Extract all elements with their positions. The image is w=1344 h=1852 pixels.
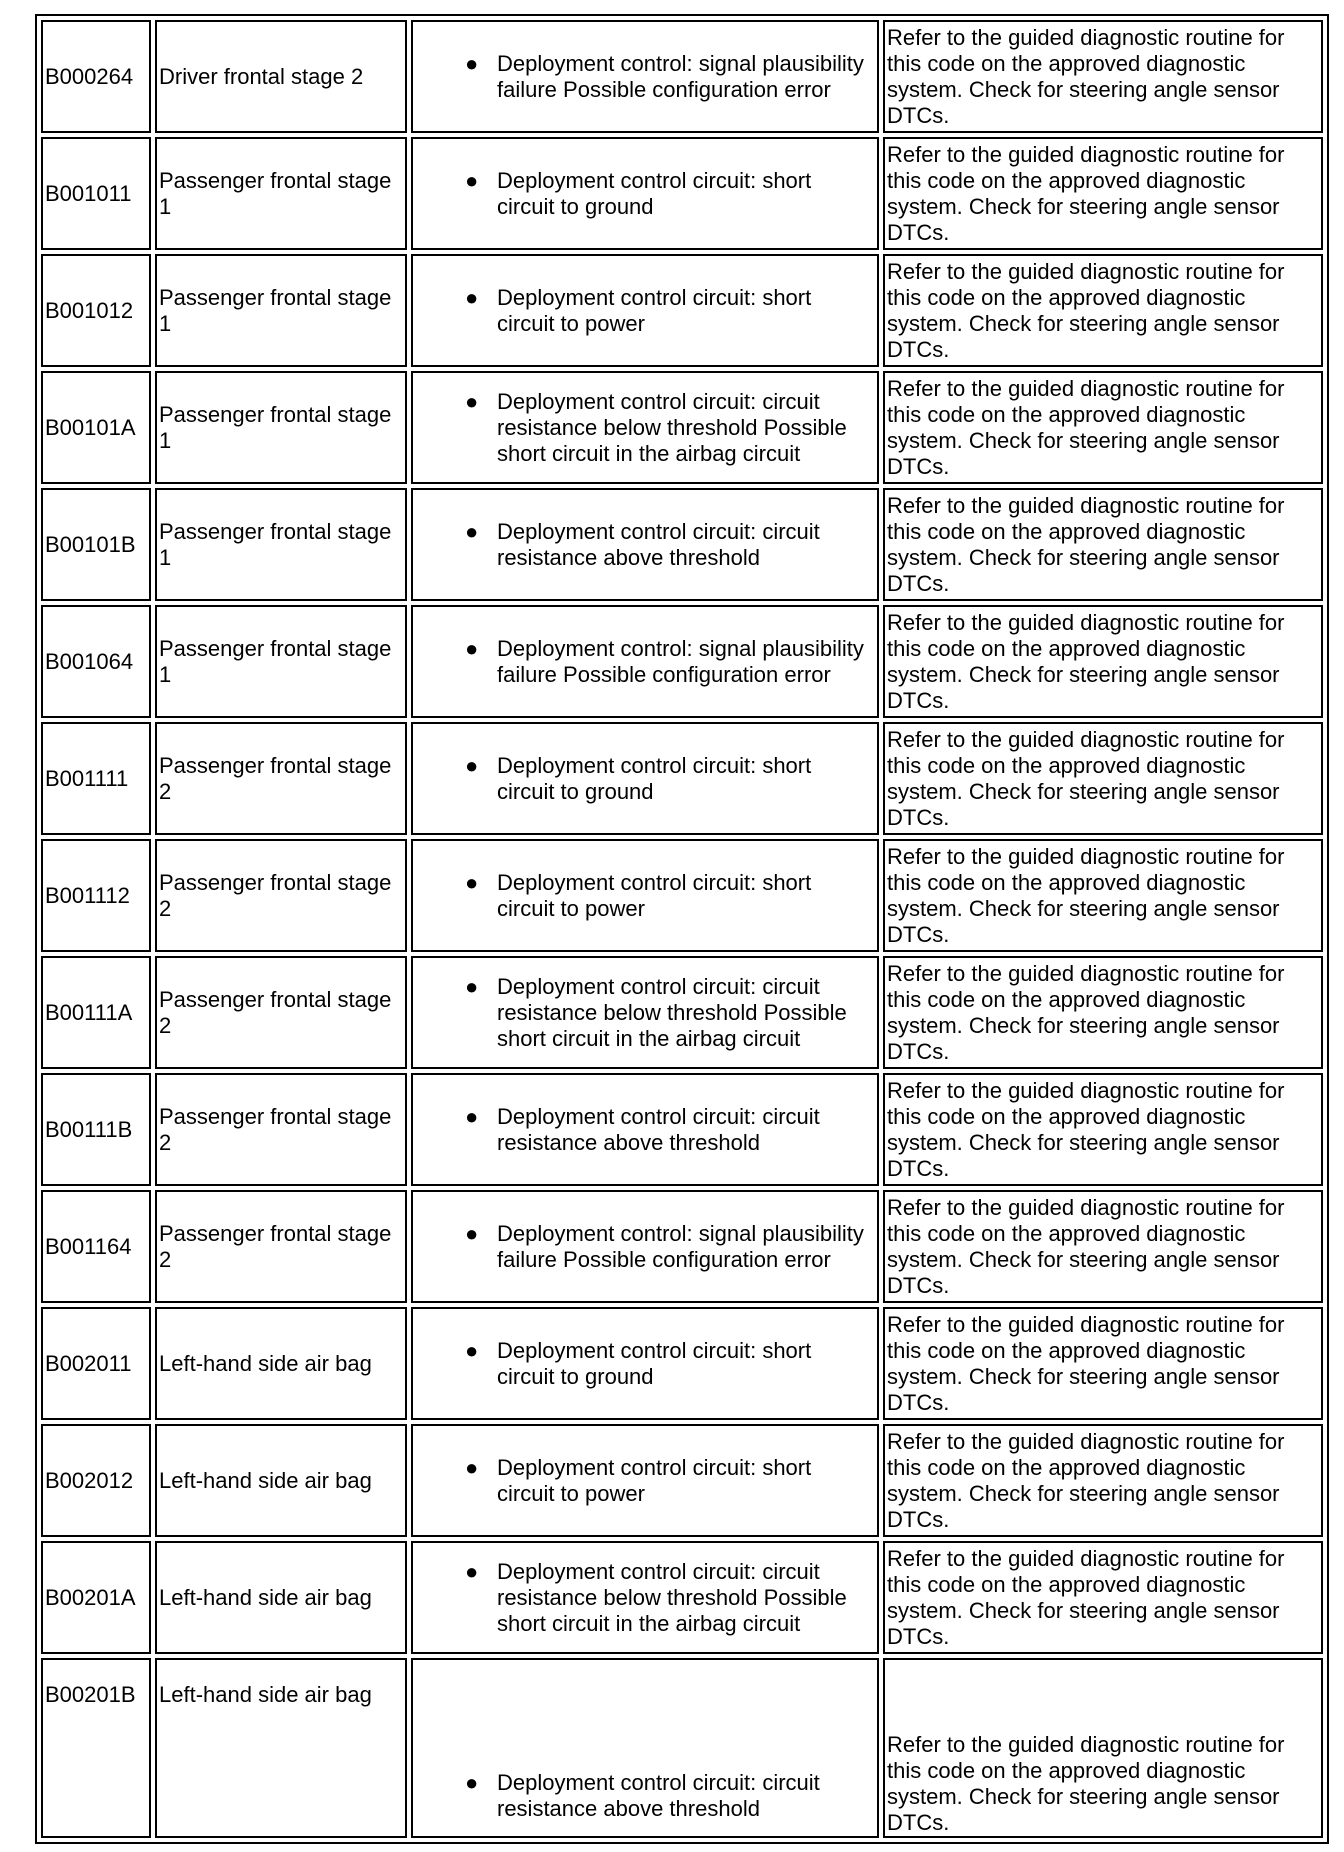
bullet-icon: ● [465,752,479,778]
dtc-table [35,14,1329,1844]
condition-item [465,1454,873,1507]
table-row [41,254,1323,367]
table-row [41,20,1323,133]
dtc-code: B00111B [41,1073,151,1186]
condition-text: Deployment control circuit: short circuit to ground [497,1337,812,1389]
dtc-condition-cell [411,137,879,250]
condition-item [465,973,873,1052]
bullet-icon: ● [465,1454,479,1480]
dtc-code: B001112 [41,839,151,952]
table-row [41,137,1323,250]
dtc-description: Driver frontal stage 2 [155,20,407,133]
table-row [41,1541,1323,1654]
condition-list [415,1338,873,1390]
condition-item [465,518,873,571]
condition-list [415,870,873,922]
condition-text: Deployment control circuit: short circuit to power [497,1454,812,1506]
condition-item [465,635,873,688]
dtc-description: Passenger frontal stage 1 [155,605,407,718]
dtc-action: Refer to the guided diagnostic routine for this code on the approved diagnostic system. Check for steering angle sensor DTCs. [883,1307,1323,1420]
dtc-condition-cell [411,1424,879,1537]
condition-list [415,1770,873,1822]
condition-list [415,1221,873,1273]
condition-item [465,1337,873,1390]
dtc-description: Passenger frontal stage 2 [155,956,407,1069]
dtc-condition-cell [411,20,879,133]
dtc-condition-cell [411,956,879,1069]
dtc-condition-cell [411,371,879,484]
condition-item [465,50,873,103]
condition-text: Deployment control circuit: circuit resistance above threshold [497,1103,820,1155]
table-row [41,1190,1323,1303]
table-row [41,956,1323,1069]
dtc-code: B00201A [41,1541,151,1654]
condition-list [415,636,873,688]
condition-text: Deployment control circuit: circuit resistance below threshold Possible short circuit in the airbag circuit [497,1558,847,1636]
dtc-description: Left-hand side air bag [155,1424,407,1537]
dtc-code: B001011 [41,137,151,250]
bullet-icon: ● [465,388,479,414]
dtc-condition-cell [411,839,879,952]
bullet-icon: ● [465,973,479,999]
dtc-condition-cell [411,1541,879,1654]
bullet-icon: ● [465,518,479,544]
dtc-action: Refer to the guided diagnostic routine for this code on the approved diagnostic system. Check for steering angle sensor DTCs. [883,254,1323,367]
dtc-action: Refer to the guided diagnostic routine for this code on the approved diagnostic system. Check for steering angle sensor DTCs. [883,956,1323,1069]
condition-text: Deployment control circuit: short circuit to ground [497,752,812,804]
dtc-action: Refer to the guided diagnostic routine for this code on the approved diagnostic system. Check for steering angle sensor DTCs. [883,839,1323,952]
table-row [41,722,1323,835]
dtc-action: Refer to the guided diagnostic routine for this code on the approved diagnostic system. Check for steering angle sensor DTCs. [883,1658,1323,1838]
dtc-description: Left-hand side air bag [155,1541,407,1654]
table-row [41,488,1323,601]
dtc-description: Passenger frontal stage 2 [155,1190,407,1303]
condition-item [465,1770,873,1822]
bullet-icon: ● [465,1220,479,1246]
dtc-code: B00201B [41,1658,151,1838]
bullet-icon: ● [465,1558,479,1584]
condition-list [415,285,873,337]
dtc-condition-cell [411,488,879,601]
dtc-code: B00111A [41,956,151,1069]
dtc-condition-cell [411,1307,879,1420]
dtc-condition-cell [411,605,879,718]
bullet-icon: ● [465,167,479,193]
condition-text: Deployment control circuit: short circuit to power [497,869,812,921]
dtc-action: Refer to the guided diagnostic routine for this code on the approved diagnostic system. Check for steering angle sensor DTCs. [883,20,1323,133]
dtc-code: B002011 [41,1307,151,1420]
condition-list [415,753,873,805]
dtc-action: Refer to the guided diagnostic routine for this code on the approved diagnostic system. Check for steering angle sensor DTCs. [883,137,1323,250]
dtc-action: Refer to the guided diagnostic routine for this code on the approved diagnostic system. Check for steering angle sensor DTCs. [883,1190,1323,1303]
dtc-code: B001111 [41,722,151,835]
condition-item [465,1558,873,1637]
condition-list [415,51,873,103]
bullet-icon: ● [465,869,479,895]
dtc-description: Passenger frontal stage 1 [155,371,407,484]
condition-item [465,1220,873,1273]
table-row [41,371,1323,484]
condition-list [415,974,873,1052]
condition-text: Deployment control circuit: circuit resistance above threshold [497,1770,820,1821]
condition-text: Deployment control: signal plausibility failure Possible configuration error [497,50,864,102]
dtc-action: Refer to the guided diagnostic routine for this code on the approved diagnostic system. Check for steering angle sensor DTCs. [883,488,1323,601]
dtc-action: Refer to the guided diagnostic routine for this code on the approved diagnostic system. Check for steering angle sensor DTCs. [883,605,1323,718]
condition-list [415,1559,873,1637]
dtc-code: B002012 [41,1424,151,1537]
dtc-code: B001012 [41,254,151,367]
bullet-icon: ● [465,1103,479,1129]
dtc-description: Left-hand side air bag [155,1658,407,1838]
condition-item [465,167,873,220]
dtc-condition-cell [411,1658,879,1838]
condition-list [415,1104,873,1156]
table-row [41,1307,1323,1420]
dtc-table-body [41,20,1323,1838]
dtc-description: Passenger frontal stage 2 [155,722,407,835]
table-row [41,839,1323,952]
table-row [41,1658,1323,1838]
dtc-code: B001064 [41,605,151,718]
condition-list [415,1455,873,1507]
dtc-description: Passenger frontal stage 1 [155,137,407,250]
dtc-description: Passenger frontal stage 1 [155,254,407,367]
condition-item [465,388,873,467]
dtc-description: Passenger frontal stage 1 [155,488,407,601]
dtc-condition-cell [411,254,879,367]
condition-list [415,168,873,220]
condition-item [465,752,873,805]
bullet-icon: ● [465,284,479,310]
dtc-code: B001164 [41,1190,151,1303]
bullet-icon: ● [465,1337,479,1363]
bullet-icon: ● [465,50,479,76]
bullet-icon: ● [465,635,479,661]
table-row [41,1073,1323,1186]
dtc-action: Refer to the guided diagnostic routine for this code on the approved diagnostic system. Check for steering angle sensor DTCs. [883,371,1323,484]
dtc-condition-cell [411,1190,879,1303]
dtc-description: Left-hand side air bag [155,1307,407,1420]
bullet-icon: ● [465,1770,479,1795]
condition-text: Deployment control circuit: circuit resistance below threshold Possible short circuit in the airbag circuit [497,388,847,466]
dtc-action: Refer to the guided diagnostic routine for this code on the approved diagnostic system. Check for steering angle sensor DTCs. [883,1424,1323,1537]
condition-item [465,1103,873,1156]
condition-text: Deployment control circuit: circuit resistance below threshold Possible short circuit in the airbag circuit [497,973,847,1051]
table-row [41,605,1323,718]
dtc-description: Passenger frontal stage 2 [155,1073,407,1186]
condition-item [465,869,873,922]
dtc-code: B00101B [41,488,151,601]
table-row [41,1424,1323,1537]
dtc-condition-cell [411,1073,879,1186]
condition-text: Deployment control: signal plausibility failure Possible configuration error [497,1220,864,1272]
dtc-action: Refer to the guided diagnostic routine for this code on the approved diagnostic system. Check for steering angle sensor DTCs. [883,722,1323,835]
dtc-description: Passenger frontal stage 2 [155,839,407,952]
condition-text: Deployment control circuit: short circuit to power [497,284,812,336]
dtc-code: B00101A [41,371,151,484]
condition-item [465,284,873,337]
condition-text: Deployment control: signal plausibility failure Possible configuration error [497,635,864,687]
condition-list [415,519,873,571]
dtc-action: Refer to the guided diagnostic routine for this code on the approved diagnostic system. Check for steering angle sensor DTCs. [883,1073,1323,1186]
condition-text: Deployment control circuit: short circuit to ground [497,167,812,219]
condition-list [415,389,873,467]
dtc-code: B000264 [41,20,151,133]
dtc-condition-cell [411,722,879,835]
dtc-action: Refer to the guided diagnostic routine for this code on the approved diagnostic system. Check for steering angle sensor DTCs. [883,1541,1323,1654]
condition-text: Deployment control circuit: circuit resistance above threshold [497,518,820,570]
